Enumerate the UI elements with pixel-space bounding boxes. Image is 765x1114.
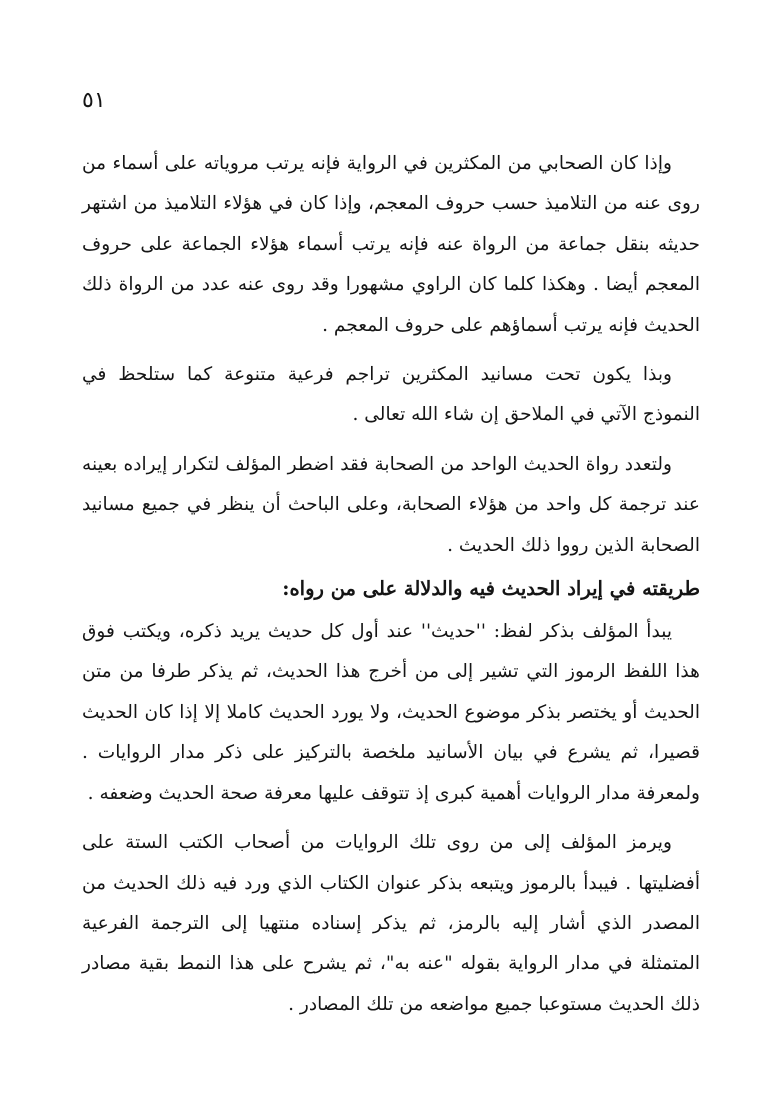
paragraph-4: يبدأ المؤلف بذكر لفظ: ''حديث'' عند أول كل حديث يريد ذكره، ويكتب فوق هذا اللفظ الرموز التي تشير إلى من أخرج هذا الحديث، ثم يذكر طرفا من متن الحديث أو يختصر بذكر موضوع الحديث، ولا يورد الحديث كاملا إلا إذا كان الحديث قصيرا، ثم يشرع في بيان الأسانيد ملخصة بالتركيز على ذكر مدار الروايات . ولمعرفة مدار الروايات أهمية كبرى إذ تتوقف عليها معرفة صحة الحديث وضعفه .: [82, 621, 700, 804]
paragraph-1: وإذا كان الصحابي من المكثرين في الرواية فإنه يرتب مروياته على أسماء من روى عنه من التلاميذ حسب حروف المعجم، وإذا كان في هؤلاء التلاميذ من اشتهر حديثه بنقل جماعة من الرواة عنه فإنه يرتب أسماء هؤلاء الجماعة على حروف المعجم أيضا . وهكذا كلما كان الراوي مشهورا وقد روى عنه عدد من الرواة ذلك الحديث فإنه يرتب أسماؤهم على حروف المعجم .: [82, 153, 700, 336]
section-heading: طريقته في إيراد الحديث فيه والدلالة على من رواه:: [282, 577, 700, 601]
paragraph-3: ولتعدد رواة الحديث الواحد من الصحابة فقد اضطر المؤلف لتكرار إيراده بعينه عند ترجمة كل واحد من هؤلاء الصحابة، وعلى الباحث أن ينظر في جميع مسانيد الصحابة الذين رووا ذلك الحديث .: [82, 453, 700, 556]
paragraph-2: وبذا يكون تحت مسانيد المكثرين تراجم فرعية متنوعة كما ستلحظ في النموذج الآتي في الملاحق إن شاء الله تعالى .: [82, 364, 700, 426]
page-number: ٥١: [82, 88, 106, 113]
page-body: [82, 144, 700, 1025]
paragraph-5: ويرمز المؤلف إلى من روى تلك الروايات من أصحاب الكتب الستة على أفضليتها . فيبدأ بالرموز ويتبعه بذكر عنوان الكتاب الذي ورد فيه ذلك الحديث من المصدر الذي أشار إليه بالرمز، ثم يذكر إسناده منتهيا إلى الترجمة الفرعية المتمثلة في مدار الرواية بقوله "عنه به"، ثم يشرح على هذا النمط بقية مصادر ذلك الحديث مستوعبا جميع مواضعه من تلك المصادر .: [82, 832, 700, 1015]
